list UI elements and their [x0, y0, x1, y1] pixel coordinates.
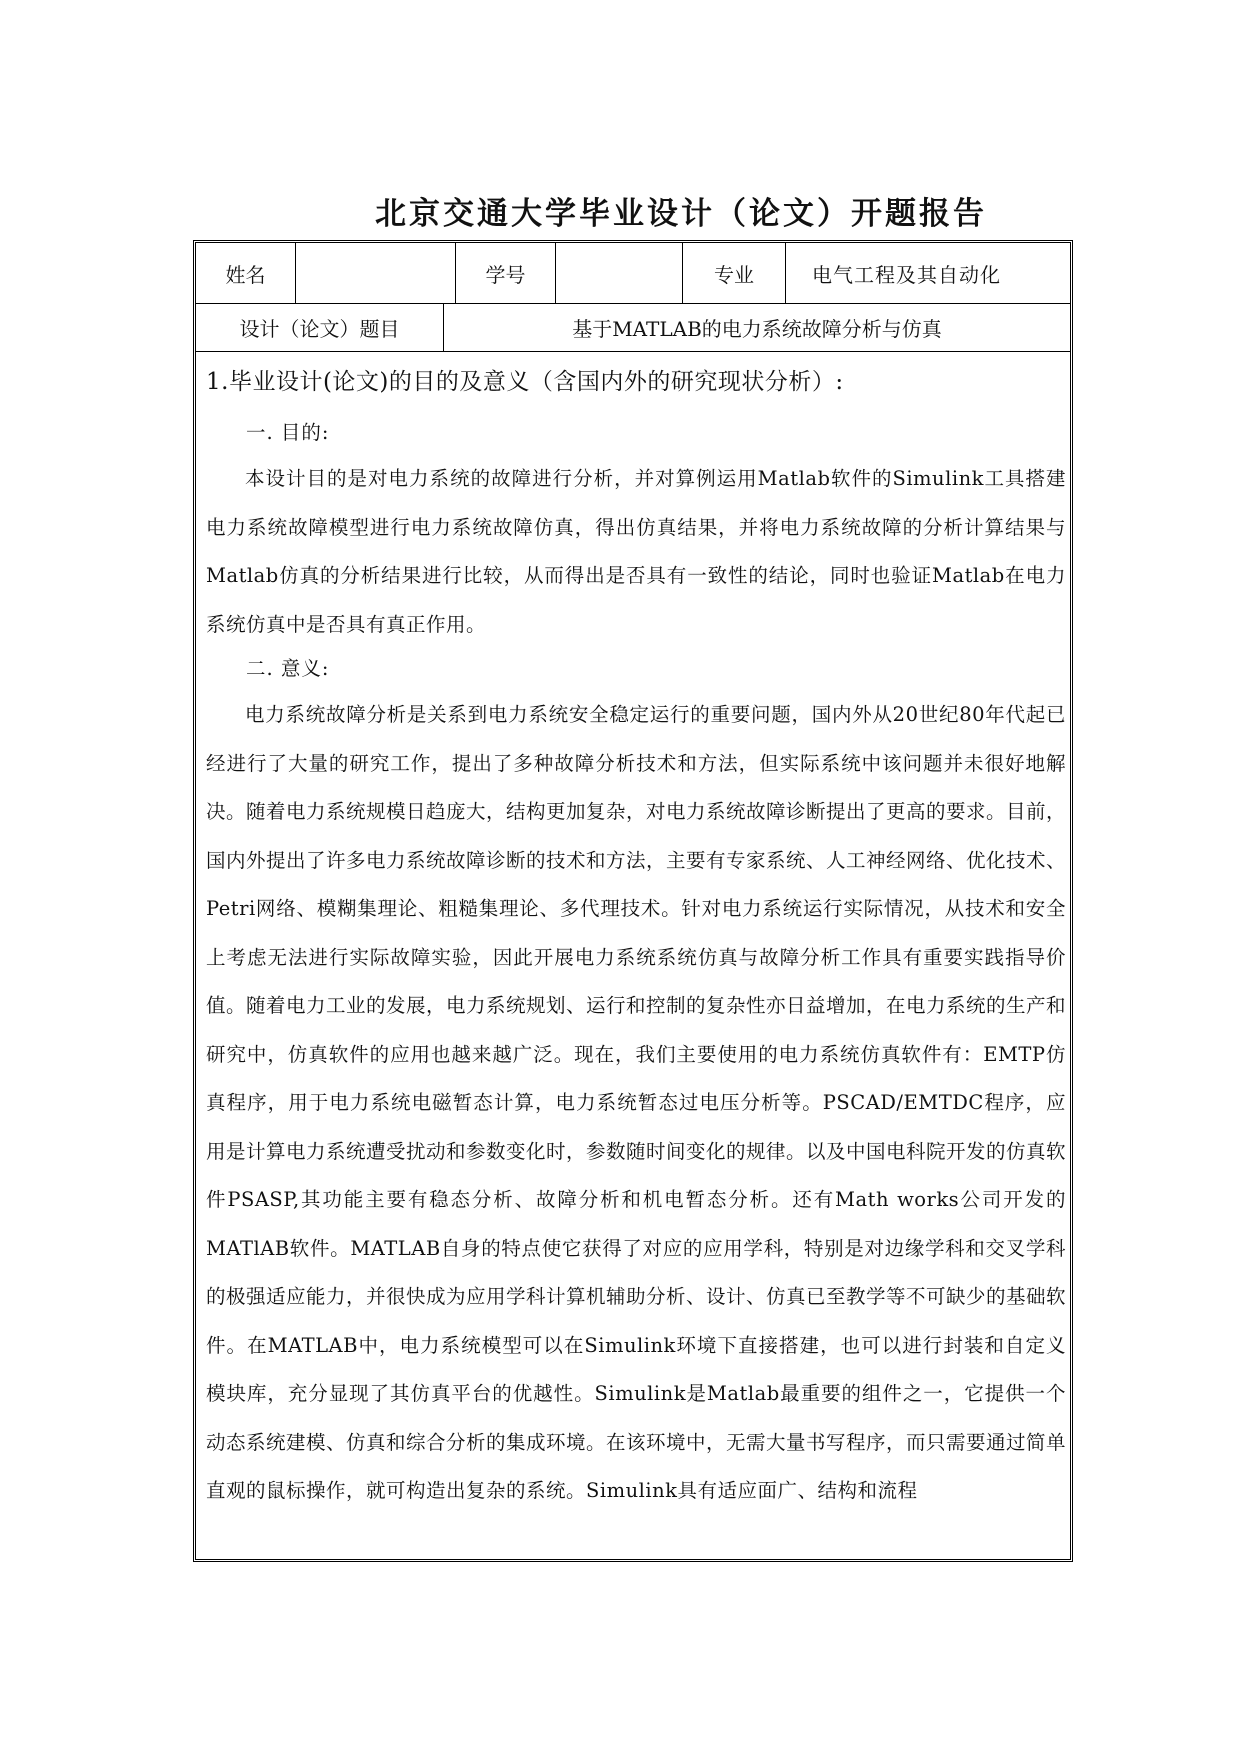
student-id-value [556, 243, 683, 303]
topic-label: 设计（论文）题目 [196, 303, 444, 351]
significance-paragraph: 电力系统故障分析是关系到电力系统安全稳定运行的重要问题，国内外从20世纪80年代起已经进行了大量的研究工作，提出了多种故障分析技术和方法，但实际系统中该问题并未很好地解决。随着电力系统规模日趋庞大，结构更加复杂，对电力系统故障诊断提出了更高的要求。目前，国内外提出了许多电力系统故障诊断的技术和方法，主要有专家系统、人工神经网络、优化技术、Petri网络、模糊集理论、粗糙集理论、多代理技术。针对电力系统运行实际情况，从技术和安全上考虑无法进行实际故障实验，因此开展电力系统系统仿真与故障分析工作具有重要实践指导价值。随着电力工业的发展，电力系统规划、运行和控制的复杂性亦日益增加，在电力系统的生产和研究中，仿真软件的应用也越来越广泛。现在，我们主要使用的电力系统仿真软件有：EMTP仿真程序，用于电力系统电磁暂态计算，电力系统暂态过电压分析等。PSCAD/EMTDC程序，应用是计算电力系统遭受扰动和参数变化时，参数随时间变化的规律。以及中国电科院开发的仿真软件PSASP,其功能主要有稳态分析、故障分析和机电暂态分析。还有Math works公司开发的MATlAB软件。MATLAB自身的特点使它获得了对应的应用学科，特别是对边缘学科和交叉学科的极强适应能力，并很快成为应用学科计算机辅助分析、设计、仿真已至教学等不可缺少的基础软件。在MATLAB中，电力系统模型可以在Simulink环境下直接搭建，也可以进行封装和自定义模块库，充分显现了其仿真平台的优越性。Simulink是Matlab最重要的组件之一，它提供一个动态系统建模、仿真和综合分析的集成环境。在该环境中，无需大量书写程序，而只需要通过简单直观的鼠标操作，就可构造出复杂的系统。Simulink具有适应面广、结构和流程 [206, 703, 1067, 1502]
major-label: 专业 [683, 243, 786, 303]
section-heading: 1.毕业设计(论文)的目的及意义（含国内外的研究现状分析）: [206, 369, 844, 395]
name-value [296, 243, 456, 303]
significance-heading: 二. 意义: [246, 657, 330, 680]
student-id-label: 学号 [456, 243, 556, 303]
topic-value: 基于MATLAB的电力系统故障分析与仿真 [572, 316, 942, 341]
purpose-paragraph: 本设计目的是对电力系统的故障进行分析，并对算例运用Matlab软件的Simulink工具搭建电力系统故障模型进行电力系统故障仿真，得出仿真结果，并将电力系统故障的分析计算结果与Matlab仿真的分析结果进行比较，从而得出是否具有一致性的结论，同时也验证Matlab在电力系统仿真中是否具有真正作用。 [206, 467, 1066, 636]
purpose-heading: 一. 目的: [246, 421, 330, 444]
name-label: 姓名 [196, 243, 296, 303]
major-value: 电气工程及其自动化 [812, 262, 1001, 287]
topic-row [196, 303, 1070, 352]
student-info-row [196, 243, 1070, 304]
document-title: 北京交通大学毕业设计（论文）开题报告 [375, 196, 987, 232]
purpose-significance-section [206, 351, 1066, 1516]
proposal-form [193, 240, 1073, 1562]
